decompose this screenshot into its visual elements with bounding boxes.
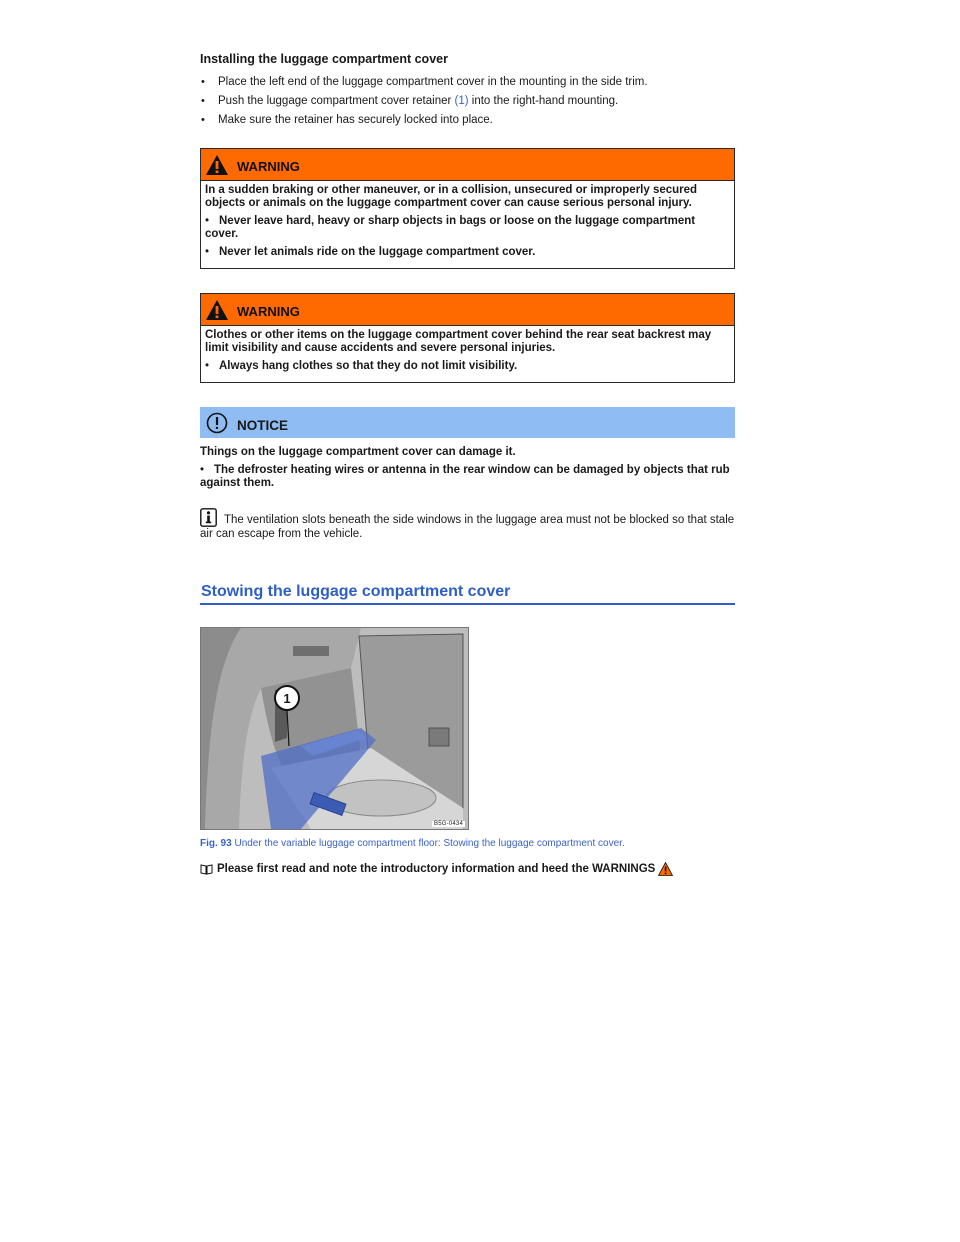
warning-box-2 bbox=[200, 293, 735, 383]
warning-triangle-icon bbox=[658, 862, 673, 876]
caption-label: Fig. 93 bbox=[200, 838, 232, 849]
list-item: • Never leave hard, heavy or sharp objects in bags or loose on the luggage compartment cover. bbox=[205, 215, 696, 240]
warning-box-1 bbox=[200, 148, 735, 269]
notice-body bbox=[200, 438, 735, 490]
read-first-note bbox=[200, 862, 735, 876]
list-item: • The defroster heating wires or antenna in the rear window can be damaged by objects that rub against them. bbox=[200, 464, 730, 489]
warning-triangle-icon bbox=[205, 154, 229, 176]
install-steps bbox=[200, 75, 735, 127]
callout-1[interactable]: 1 bbox=[274, 685, 300, 711]
trunk-illustration bbox=[201, 628, 468, 829]
list-item: • Always hang clothes so that they do not limit visibility. bbox=[205, 360, 518, 372]
notice-title: NOTICE bbox=[237, 417, 289, 433]
page-content bbox=[200, 52, 735, 876]
info-text: The ventilation slots beneath the side windows in the luggage area must not be blocked so that stale air can escape from the vehicle. bbox=[200, 514, 735, 540]
figure-code: B5G-0434 bbox=[434, 821, 463, 827]
warning-body bbox=[201, 326, 734, 382]
install-heading: Installing the luggage compartment cover bbox=[200, 52, 448, 66]
warning-title: WARNING bbox=[237, 158, 300, 174]
read-first-text: Please first read and note the introductory information and heed the WARNINGS bbox=[217, 863, 656, 875]
caption-text: Under the variable luggage compartment floor: Stowing the luggage compartment cover. bbox=[231, 838, 625, 849]
notice-intro: Things on the luggage compartment cover can damage it. bbox=[200, 446, 516, 458]
warning-intro: In a sudden braking or other maneuver, or in a collision, unsecured or improperly secured objects or animals on the luggage compartment cover can cause serious personal injury. bbox=[205, 184, 698, 209]
book-icon bbox=[200, 864, 213, 875]
list-item: • Never let animals ride on the luggage compartment cover. bbox=[205, 246, 536, 258]
figure-image bbox=[200, 627, 469, 830]
figure-caption bbox=[200, 838, 735, 849]
list-item: • Place the left end of the luggage compartment cover in the mounting in the side trim. bbox=[200, 75, 735, 89]
list-item: • Make sure the retainer has securely locked into place. bbox=[200, 113, 735, 127]
warning-header bbox=[201, 294, 734, 326]
warning-intro: Clothes or other items on the luggage compartment cover behind the rear seat backrest may limit visibility and cause accidents and severe personal injuries. bbox=[205, 329, 712, 354]
list-item: • Push the luggage compartment cover retainer (1) into the right-hand mounting. bbox=[200, 94, 735, 108]
warning-header bbox=[201, 149, 734, 181]
info-note bbox=[200, 508, 735, 541]
warning-body bbox=[201, 181, 734, 268]
warning-title: WARNING bbox=[237, 303, 300, 319]
section-title: Stowing the luggage compartment cover bbox=[200, 583, 735, 605]
notice-header bbox=[200, 407, 735, 438]
warning-triangle-icon bbox=[205, 299, 229, 321]
exclamation-circle-icon bbox=[206, 412, 228, 434]
retainer-ref-link[interactable]: (1) bbox=[454, 95, 469, 107]
info-icon bbox=[200, 508, 217, 527]
